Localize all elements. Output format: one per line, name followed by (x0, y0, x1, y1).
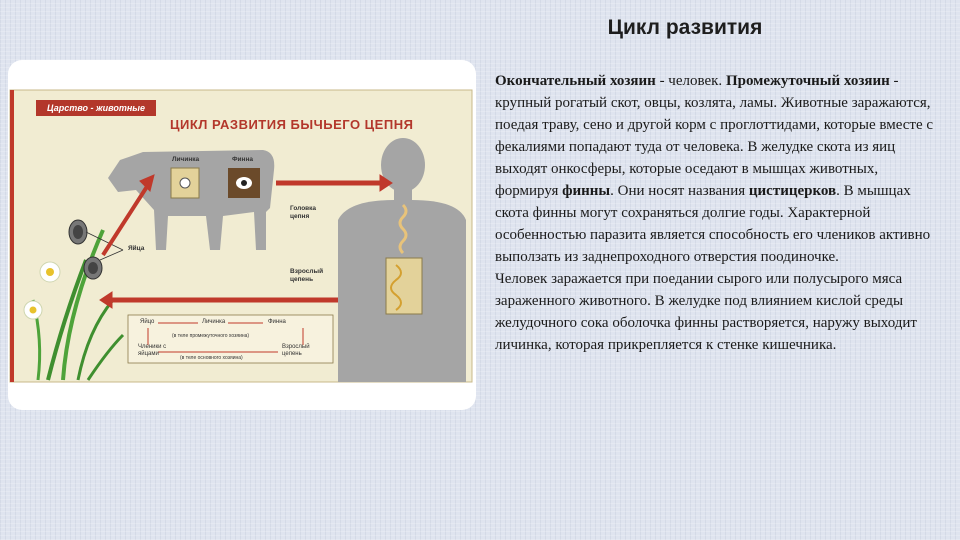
label-eggs: Яйца (128, 245, 145, 252)
poster-stripe (10, 90, 14, 382)
term-final-host: Окончательный хозяин (495, 73, 656, 89)
scheme-adult: Взрослый цепень (282, 344, 310, 357)
term-finna: финны (562, 183, 611, 199)
label-adult-tapeworm: Взрослый цепень (290, 268, 324, 283)
term-intermediate-host: Промежуточный хозяин (725, 73, 890, 89)
scheme-segments: Членики с яйцами (138, 344, 167, 357)
description-text (495, 70, 943, 356)
term-cysticerci: цистицерков (748, 183, 837, 199)
scheme-note-main: (в теле основного хозяина) (180, 355, 243, 361)
text-span: - человек. (655, 73, 726, 89)
label-larva: Личинка (172, 156, 200, 163)
poster-title: ЦИКЛ РАЗВИТИЯ БЫЧЬЕГО ЦЕПНЯ (170, 117, 414, 132)
paragraph-1 (495, 70, 943, 268)
poster-kingdom-label: Царство - животные (36, 100, 156, 116)
scheme-egg: Яйцо (140, 319, 155, 325)
scheme-finna: Финна (268, 319, 286, 325)
label-finna: Финна (232, 156, 254, 163)
text-span: - крупный рогатый скот, овцы, козлята, ламы. Животные заражаются, поедая траву, сено и другой корм с проглоттидами, которые вместе с фекалиями попадают туда от человека. В желудке скота из яиц выходят онкосферы, которые оседают в мышцах животных, формируя (495, 73, 934, 199)
label-tapeworm-head: Головка цепня (290, 205, 317, 220)
text-span: . В мышцах скота финны могут сохраняться долгие годы. Характерной особенностью паразита является способность его члеников активно выползать из заднепроходного отверстия поодиночке. (495, 183, 931, 265)
slide-title: Цикл развития (607, 16, 763, 39)
scheme-larva: Личинка (202, 319, 226, 325)
paragraph-2: Человек заражается при поедании сырого или полусырого мяса зараженного животного. В желудке под влиянием кислой среды желудочного сока оболочка финны растворяется, наружу выходит личинка, которая прикрепляется к стенке кишечника. (495, 271, 917, 353)
text-span: . Они носят названия (610, 183, 749, 199)
scheme-note-intermediate: (в теле промежуточного хозяина) (172, 333, 250, 339)
